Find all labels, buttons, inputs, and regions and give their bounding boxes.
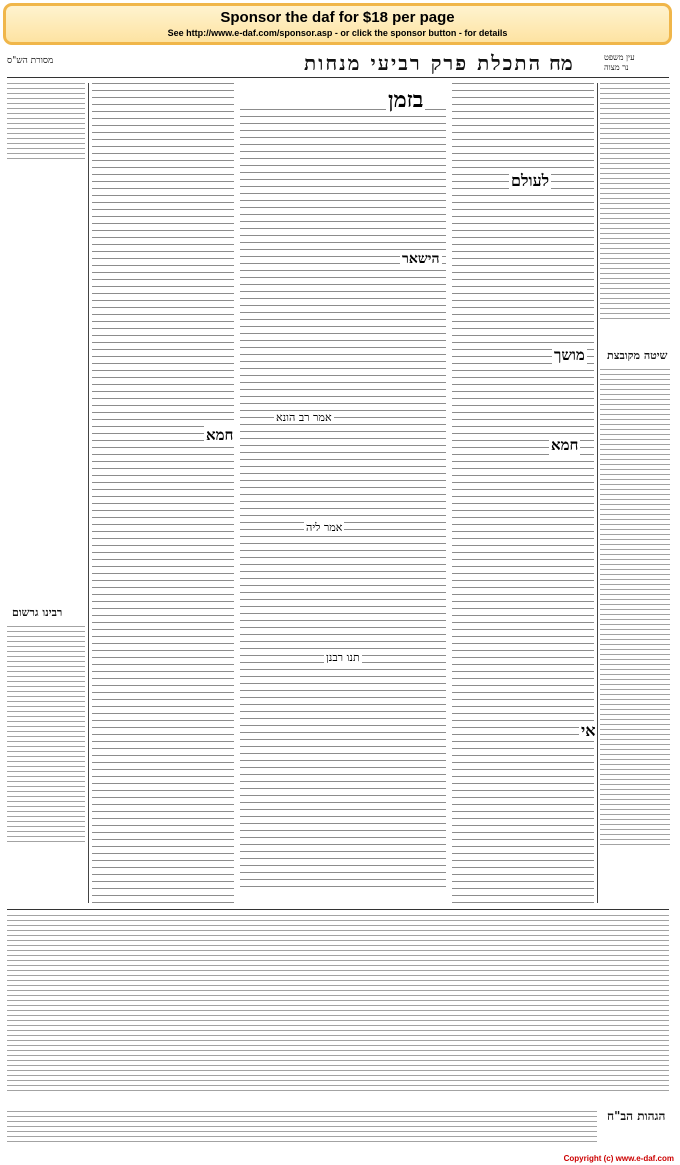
tosafot-heading-1: חמא (206, 426, 234, 444)
gemara-phrase-2: אמר ליה (306, 521, 343, 534)
rashi-heading-4: אי (581, 721, 596, 740)
rabbeinu-gershom-heading: רבינו גרשום (9, 606, 65, 619)
column-divider (88, 83, 89, 903)
header-divider (7, 77, 669, 78)
folio-number: מח (549, 51, 573, 75)
hagahot-habach-heading: הגהות הב"ח (604, 1109, 668, 1124)
ein-mishpat-column (600, 83, 670, 343)
talmud-page (4, 51, 672, 1151)
rashi-column (452, 83, 594, 903)
hagahot-text (7, 1111, 597, 1149)
ein-mishpat-label: עין משפט (604, 53, 635, 62)
tosafot-column (92, 83, 234, 903)
rashi-heading-1: לעולם (511, 171, 550, 190)
column-divider (597, 83, 598, 903)
ner-mitzvah-label: נר מצוה (604, 63, 629, 72)
masoret-hashas-label: מסורת הש"ס (7, 56, 54, 66)
shita-mekubetzet-column (600, 369, 670, 903)
gemara-column (240, 83, 446, 903)
shita-mekubetzet-heading: שיטה מקובצת (604, 349, 670, 362)
page-title: התכלת פרק רביעי מנחות (304, 51, 543, 75)
rabbeinu-gershom-column (7, 626, 85, 891)
copyright-notice: Copyright (c) www.e-daf.com (563, 1154, 674, 1163)
sponsor-banner[interactable] (3, 3, 672, 45)
sponsor-subtitle: See http://www.e-daf.com/sponsor.asp - or click the sponsor button - for details (167, 28, 508, 38)
gemara-phrase-3: תנו רבנן (326, 651, 360, 664)
rashi-heading-2: מושך (554, 346, 585, 364)
gemara-heading: הישאר (402, 251, 440, 267)
gemara-phrase-1: אמר רב הונא (276, 411, 332, 424)
bottom-commentaries (7, 915, 669, 1100)
bottom-divider (7, 909, 669, 910)
rashi-heading-3: חמא (551, 436, 579, 454)
opening-word: בזמן (388, 87, 424, 113)
sponsor-title: Sponsor the daf for $18 per page (220, 9, 455, 26)
